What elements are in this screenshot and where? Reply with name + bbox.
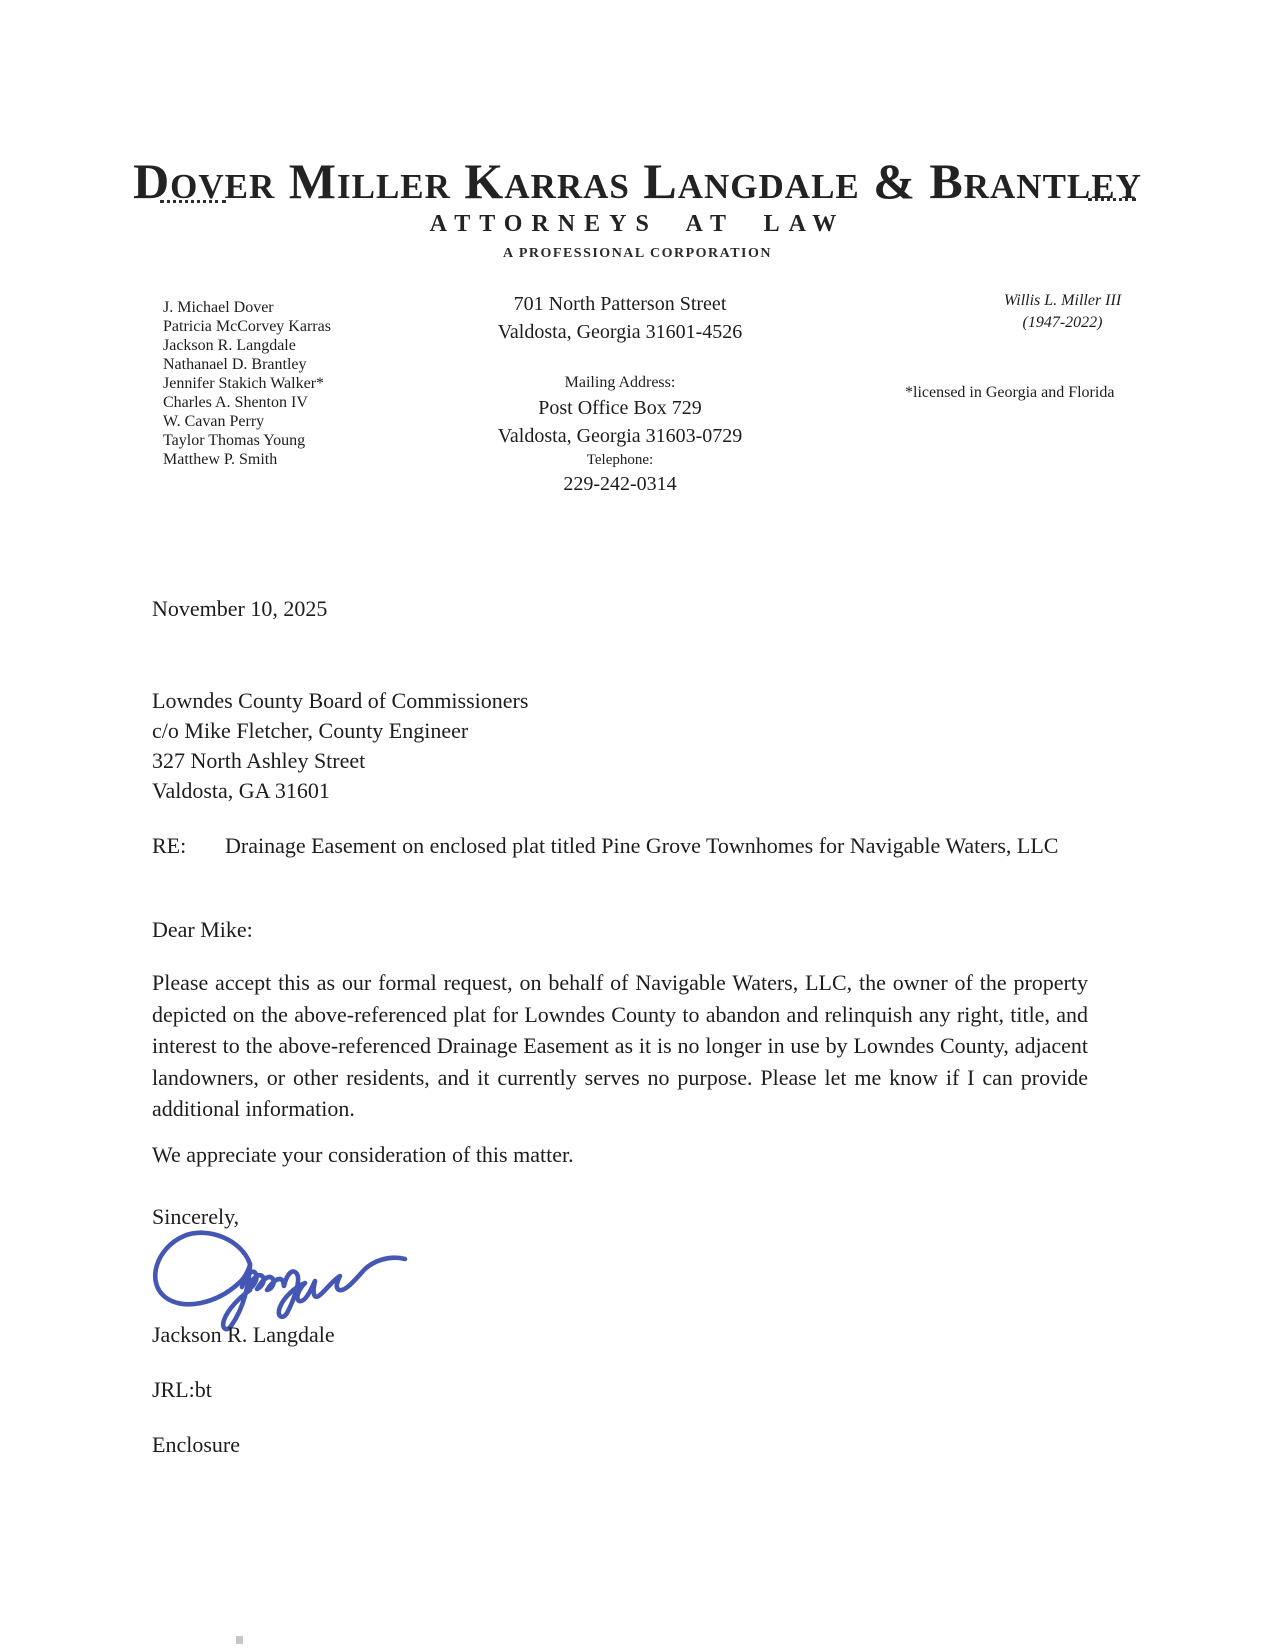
recipient-line: 327 North Ashley Street bbox=[152, 748, 366, 773]
street-address-line: 701 North Patterson Street bbox=[513, 293, 727, 315]
scan-artifact bbox=[236, 1636, 243, 1644]
attorney-name: Taylor Thomas Young bbox=[163, 432, 306, 449]
attorney-name: Charles A. Shenton IV bbox=[163, 394, 308, 411]
street-address-line: Valdosta, Georgia 31601-4526 bbox=[497, 321, 743, 343]
recipient-line: Valdosta, GA 31601 bbox=[152, 778, 330, 803]
memorial-years: (1947-2022) bbox=[1022, 314, 1103, 331]
firm-name: Dover Miller Karras Langdale & Brantley bbox=[133, 153, 1142, 209]
telephone-label: Telephone: bbox=[586, 452, 654, 468]
attorney-list bbox=[163, 298, 331, 469]
memorial-block bbox=[985, 290, 1140, 334]
attorney-name: Matthew P. Smith bbox=[163, 451, 278, 468]
signature-image bbox=[146, 1224, 426, 1334]
telephone-number: 229-242-0314 bbox=[563, 473, 677, 495]
recipient-line: c/o Mike Fletcher, County Engineer bbox=[152, 718, 469, 743]
attorney-name: W. Cavan Perry bbox=[163, 413, 265, 430]
attorney-name: Nathanael D. Brantley bbox=[163, 356, 307, 373]
mailing-address-label: Mailing Address: bbox=[564, 374, 676, 391]
reference-initials: JRL:bt bbox=[152, 1377, 212, 1402]
letter-date: November 10, 2025 bbox=[152, 596, 328, 621]
recipient-address bbox=[152, 686, 528, 806]
attorney-name: J. Michael Dover bbox=[163, 299, 274, 316]
firm-address-block bbox=[420, 290, 820, 498]
recipient-line: Lowndes County Board of Commissioners bbox=[152, 688, 529, 713]
memorial-name: Willis L. Miller III bbox=[1003, 292, 1122, 309]
body-paragraph: Please accept this as our formal request, on behalf of Navigable Waters, LLC, the owner of the property depicted on the above-referenced plat for Lowndes County to abandon and relinquish any right, title, and interest to the above-referenced Drainage Easement as it is no longer in use by Lowndes County, adjacent landowners, or other residents, and it currently serves no purpose. Please let me know if I can provide additional information. bbox=[152, 970, 1088, 1121]
mailing-address-line: Valdosta, Georgia 31603-0729 bbox=[497, 425, 743, 447]
attorney-name: Patricia McCorvey Karras bbox=[163, 318, 331, 335]
letterhead-dots-right bbox=[1088, 198, 1136, 201]
re-subject-text: Drainage Easement on enclosed plat titled Pine Grove Townhomes for Navigable Waters, LLC bbox=[225, 833, 1059, 858]
enclosure-note: Enclosure bbox=[152, 1432, 240, 1457]
re-line bbox=[152, 830, 1083, 861]
signer-name: Jackson R. Langdale bbox=[152, 1322, 335, 1347]
attorney-name: Jennifer Stakich Walker* bbox=[163, 375, 325, 392]
closing-paragraph: We appreciate your consideration of this matter. bbox=[152, 1142, 574, 1167]
firm-tagline: ATTORNEYS AT LAW bbox=[429, 211, 846, 237]
valediction: Sincerely, bbox=[152, 1204, 240, 1229]
attorney-name: Jackson R. Langdale bbox=[163, 337, 296, 354]
license-note: *licensed in Georgia and Florida bbox=[905, 384, 1115, 401]
re-label: RE: bbox=[152, 833, 187, 858]
salutation: Dear Mike: bbox=[152, 917, 253, 942]
firm-corporation-line: A PROFESSIONAL CORPORATION bbox=[503, 246, 772, 261]
mailing-address-line: Post Office Box 729 bbox=[538, 397, 702, 419]
